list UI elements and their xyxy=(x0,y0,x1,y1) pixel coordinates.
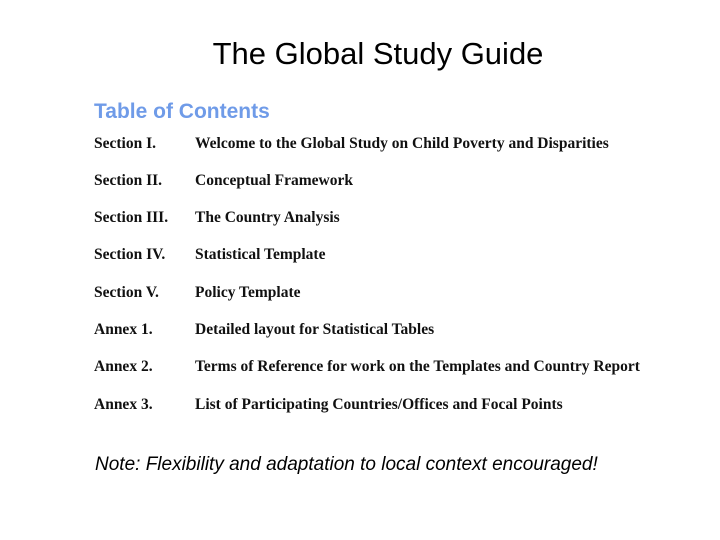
toc-entry-label: Section V. xyxy=(94,284,159,301)
toc-entry-text: Statistical Template xyxy=(195,246,326,263)
toc-entry-label: Annex 2. xyxy=(94,358,153,375)
toc-entry-label: Section II. xyxy=(94,172,163,189)
toc-entry-text: Conceptual Framework xyxy=(195,172,353,189)
toc-entry-label: Annex 1. xyxy=(94,321,153,338)
toc-entry-text: The Country Analysis xyxy=(195,209,340,226)
toc-entry-text: Terms of Reference for work on the Templates and Country Report xyxy=(195,358,640,375)
toc-entry xyxy=(94,284,300,302)
toc-heading: Table of Contents xyxy=(94,100,270,123)
slide-title: The Global Study Guide xyxy=(212,36,544,71)
toc-entry xyxy=(94,172,353,190)
toc-entry-label: Section IV. xyxy=(94,246,166,263)
toc-entry xyxy=(94,209,340,227)
toc-entry-text: Policy Template xyxy=(195,284,301,301)
toc-entry xyxy=(94,358,640,376)
toc-entry-text: Detailed layout for Statistical Tables xyxy=(195,321,435,338)
toc-entry xyxy=(94,321,434,339)
toc-entry-text: List of Participating Countries/Offices and Focal Points xyxy=(195,396,563,413)
toc-entry-label: Annex 3. xyxy=(94,396,153,413)
note-text: Note: Flexibility and adaptation to local context encouraged! xyxy=(95,454,598,475)
toc-entry-label: Section I. xyxy=(94,135,156,152)
toc-entry xyxy=(94,396,563,414)
toc-entry xyxy=(94,246,325,264)
toc-entry xyxy=(94,135,609,153)
toc-entry-label: Section III. xyxy=(94,209,169,226)
toc-entry-text: Welcome to the Global Study on Child Poverty and Disparities xyxy=(195,135,609,152)
